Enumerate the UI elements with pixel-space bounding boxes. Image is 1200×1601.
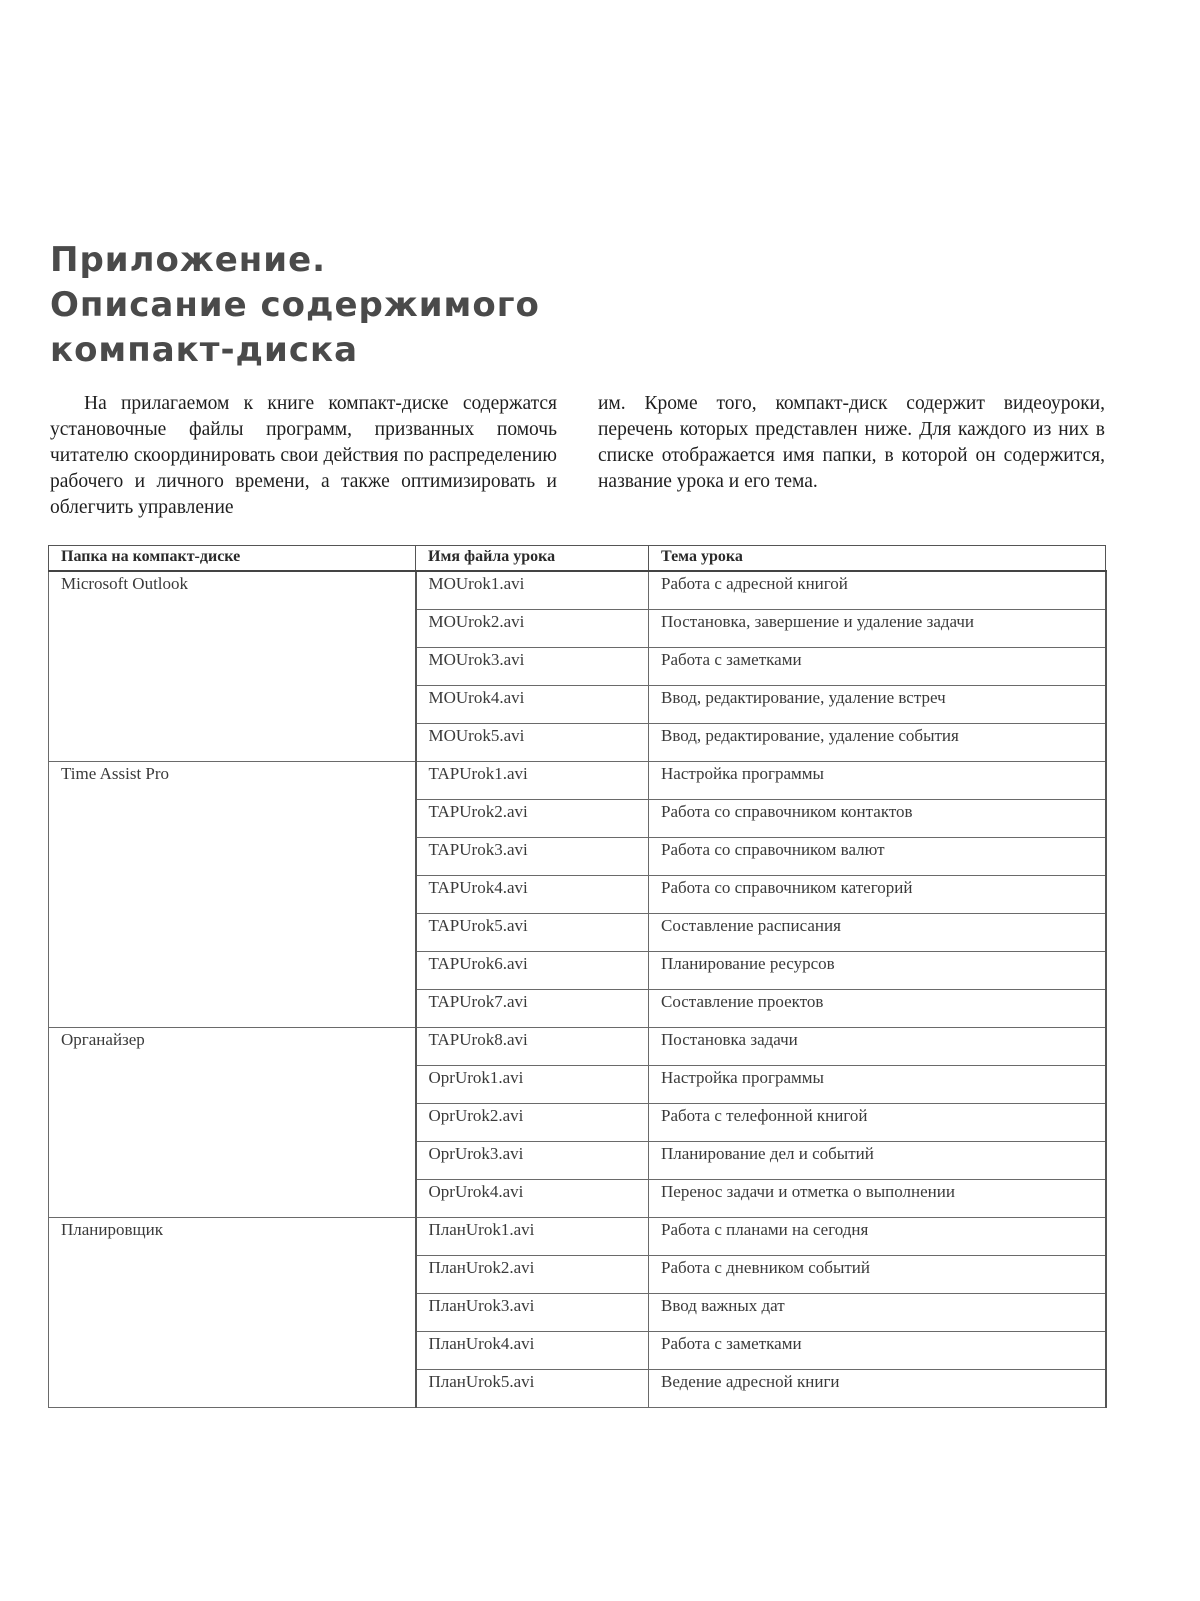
topic-cell: Работа со справочником валют bbox=[649, 837, 1106, 875]
intro-text bbox=[50, 391, 1105, 521]
page-title bbox=[50, 238, 540, 373]
topic-cell: Ввод, редактирование, удаление встреч bbox=[649, 685, 1106, 723]
topic-cell: Настройка программы bbox=[649, 761, 1106, 799]
file-cell: MOUrok2.avi bbox=[416, 609, 649, 647]
topic-cell: Ввод важных дат bbox=[649, 1293, 1106, 1331]
file-cell: OprUrok3.avi bbox=[416, 1141, 649, 1179]
file-cell: OprUrok1.avi bbox=[416, 1065, 649, 1103]
file-cell: TAPUrok3.avi bbox=[416, 837, 649, 875]
file-cell: ПланUrok3.avi bbox=[416, 1293, 649, 1331]
header-folder: Папка на компакт-диске bbox=[49, 546, 416, 572]
topic-cell: Работа с адресной книгой bbox=[649, 571, 1106, 609]
file-cell: MOUrok5.avi bbox=[416, 723, 649, 761]
topic-cell: Работа с дневником событий bbox=[649, 1255, 1106, 1293]
topic-cell: Составление расписания bbox=[649, 913, 1106, 951]
title-line-3: компакт-диска bbox=[50, 330, 359, 370]
file-cell: TAPUrok5.avi bbox=[416, 913, 649, 951]
file-cell: MOUrok3.avi bbox=[416, 647, 649, 685]
table-header bbox=[49, 546, 1106, 572]
topic-cell: Постановка задачи bbox=[649, 1027, 1106, 1065]
intro-column-left: На прилагаемом к книге компакт-диске содержатся установочные файлы программ, призванных помочь читателю скоординировать свои действия по распределению рабочего и личного времени, а также оптимизировать и облегчить управление bbox=[50, 393, 557, 518]
file-cell: TAPUrok7.avi bbox=[416, 989, 649, 1027]
table-row bbox=[49, 1027, 1106, 1065]
folder-cell: Microsoft Outlook bbox=[49, 571, 416, 761]
topic-cell: Работа с телефонной книгой bbox=[649, 1103, 1106, 1141]
topic-cell: Работа со справочником категорий bbox=[649, 875, 1106, 913]
topic-cell: Планирование ресурсов bbox=[649, 951, 1106, 989]
file-cell: TAPUrok2.avi bbox=[416, 799, 649, 837]
file-cell: MOUrok1.avi bbox=[416, 571, 649, 609]
topic-cell: Работа с планами на сегодня bbox=[649, 1217, 1106, 1255]
folder-cell: Time Assist Pro bbox=[49, 761, 416, 1027]
table-body bbox=[49, 571, 1106, 1407]
table-row bbox=[49, 1217, 1106, 1255]
file-cell: ПланUrok4.avi bbox=[416, 1331, 649, 1369]
file-cell: MOUrok4.avi bbox=[416, 685, 649, 723]
header-file: Имя файла урока bbox=[416, 546, 649, 572]
file-cell: ПланUrok5.avi bbox=[416, 1369, 649, 1407]
topic-cell: Ведение адресной книги bbox=[649, 1369, 1106, 1407]
topic-cell: Работа с заметками bbox=[649, 647, 1106, 685]
title-line-1: Приложение. bbox=[50, 240, 327, 280]
file-cell: OprUrok2.avi bbox=[416, 1103, 649, 1141]
topic-cell: Работа с заметками bbox=[649, 1331, 1106, 1369]
file-cell: TAPUrok6.avi bbox=[416, 951, 649, 989]
topic-cell: Составление проектов bbox=[649, 989, 1106, 1027]
header-row bbox=[49, 546, 1106, 572]
file-cell: ПланUrok2.avi bbox=[416, 1255, 649, 1293]
topic-cell: Планирование дел и событий bbox=[649, 1141, 1106, 1179]
topic-cell: Ввод, редактирование, удаление события bbox=[649, 723, 1106, 761]
header-topic: Тема урока bbox=[649, 546, 1106, 572]
folder-cell: Органайзер bbox=[49, 1027, 416, 1217]
file-cell: TAPUrok8.avi bbox=[416, 1027, 649, 1065]
table-row bbox=[49, 571, 1106, 609]
title-line-2: Описание содержимого bbox=[50, 285, 540, 325]
topic-cell: Постановка, завершение и удаление задачи bbox=[649, 609, 1106, 647]
file-cell: ПланUrok1.avi bbox=[416, 1217, 649, 1255]
file-cell: OprUrok4.avi bbox=[416, 1179, 649, 1217]
topic-cell: Настройка программы bbox=[649, 1065, 1106, 1103]
table-row bbox=[49, 761, 1106, 799]
folder-cell: Планировщик bbox=[49, 1217, 416, 1407]
file-cell: TAPUrok1.avi bbox=[416, 761, 649, 799]
topic-cell: Перенос задачи и отметка о выполнении bbox=[649, 1179, 1106, 1217]
intro-column-right: им. Кроме того, компакт-диск содержит видеоуроки, перечень которых представлен ниже. Для каждого из них в списке отображается имя папки, в которой он содержится, название урока и его тема. bbox=[598, 393, 1105, 492]
topic-cell: Работа со справочником контактов bbox=[649, 799, 1106, 837]
file-cell: TAPUrok4.avi bbox=[416, 875, 649, 913]
lessons-table bbox=[48, 545, 1107, 1408]
